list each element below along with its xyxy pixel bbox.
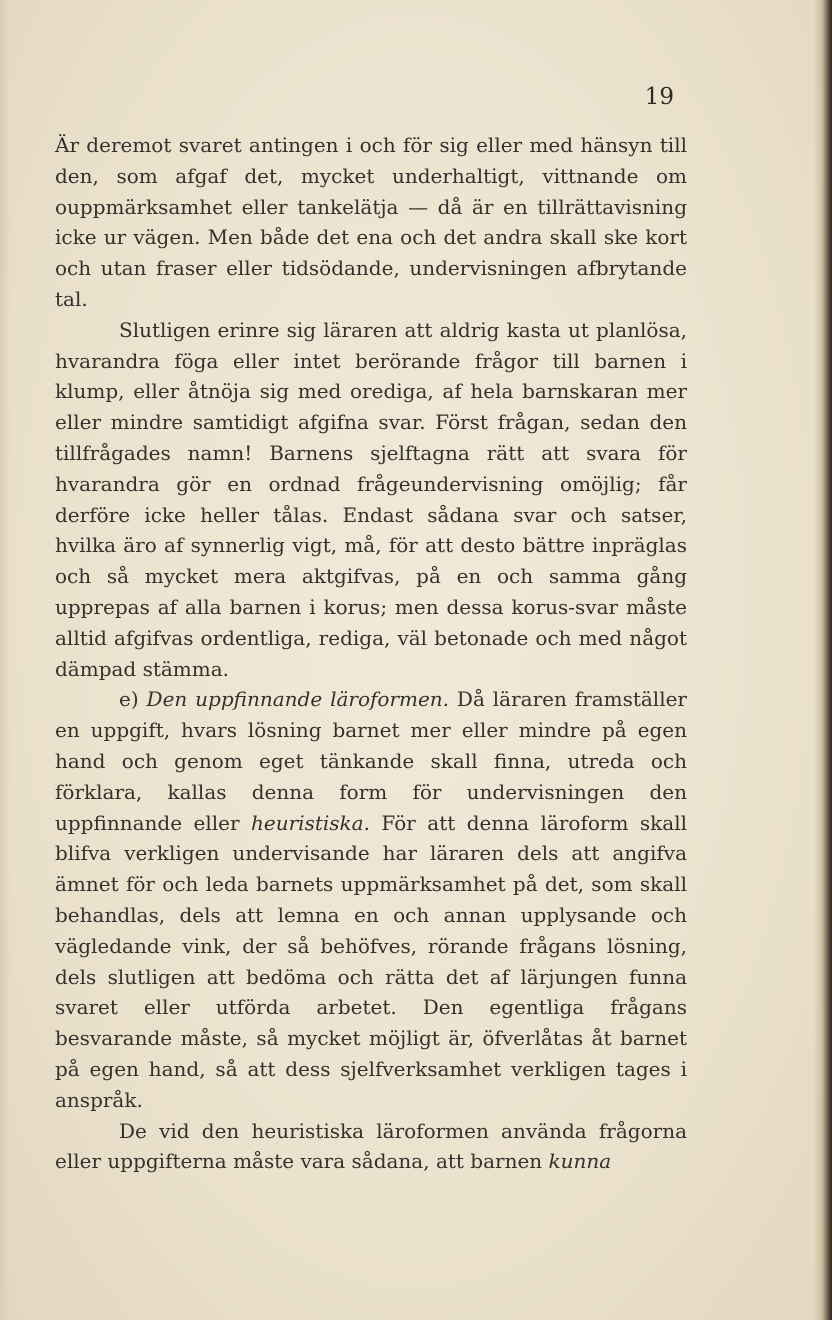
italic-term: Den uppfinnande läroformen.	[146, 687, 450, 712]
paragraph	[55, 1116, 687, 1178]
page-number: 19	[644, 84, 674, 110]
text-segment: Är deremot svaret antingen i och för sig eller med hänsyn till den, som afgaf det, mycket underhaltigt, vittnande om ouppmärksamhet eller tankelätja — då är en tillrättavisning icke ur vägen. Men både det ena och det andra skall ske kort och utan fraser eller tidsödande, undervisningen afbrytande tal.	[55, 133, 687, 311]
paragraph	[55, 684, 687, 1115]
text-segment: Då läraren framställer en uppgift, hvars lösning barnet mer eller mindre på egen hand och genom eget tänkande skall finna, utreda och förklara, kallas denna form för undervisningen den uppfinnande eller	[55, 687, 687, 835]
text-segment: e)	[119, 687, 147, 712]
italic-term: kunna	[548, 1149, 612, 1174]
text-segment: För att denna läroform skall blifva verkligen undervisande har läraren dels att angifva ämnet för och leda barnets uppmärksamhet på det, som skall behandlas, dels att lemna en och annan upplysande och vägledande vink, der så behöfves, rörande frågans lösning, dels slutligen att bedöma och rätta det af lärjungen funna svaret eller utförda arbetet. Den egentliga frågans besvarande måste, så mycket möjligt är, öfverlåtas åt barnet på egen hand, så att dess sjelfverksamhet verkligen tages i anspråk.	[55, 810, 688, 1112]
text-segment: De vid den heuristiska läroformen använda frågorna eller uppgifterna måste vara sådana, att barnen	[55, 1118, 687, 1174]
text-segment: Slutligen erinre sig läraren att aldrig kasta ut planlösa, hvarandra föga eller intet berörande frågor till barnen i klump, eller åtnöja sig med orediga, af hela barnskaran mer eller mindre samtidigt afgifna svar. Först frågan, sedan den tillfrågades namn! Barnens sjelftagna rätt att svara för hvarandra gör en ordnad frågeundervisning omöjlig; får derföre icke heller tålas. Endast sådana svar och satser, hvilka äro af synnerlig vigt, må, för att desto bättre inpräglas och så mycket mera aktgifvas, på en och samma gång upprepas af alla barnen i korus; men dessa korus-svar måste alltid afgifvas ordentliga, rediga, väl betonade och med något dämpad stämma.	[55, 317, 687, 681]
italic-term: heuristiska.	[251, 810, 370, 835]
paragraph	[55, 315, 687, 685]
page-left-edge-shadow	[0, 0, 10, 1320]
page-right-edge-binding	[814, 0, 832, 1320]
paragraph	[55, 130, 687, 315]
body-text	[55, 130, 687, 1177]
